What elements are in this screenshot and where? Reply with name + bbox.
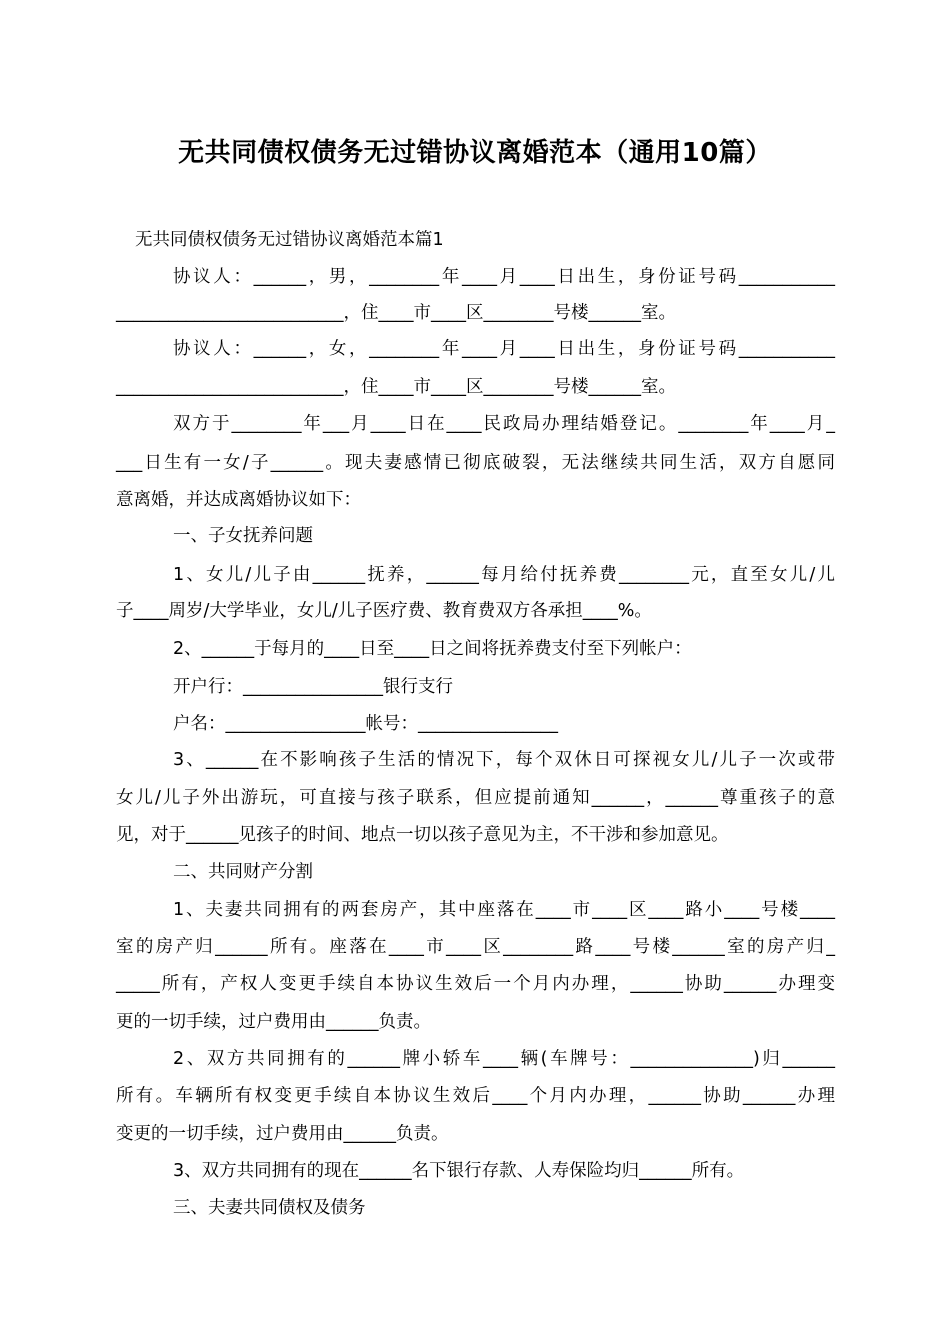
section-heading: 无共同债权债务无过错协议离婚范本篇1 <box>135 230 444 250</box>
paragraph-line: 3、双方共同拥有的现在______名下银行存款、人寿保险均归______所有。 <box>173 1161 745 1181</box>
paragraph-line: _____所有，产权人变更手续自本协议生效后一个月内办理，______协助______办理变 <box>116 974 835 994</box>
paragraph-line: 户名：________________帐号：________________ <box>173 714 558 734</box>
paragraph-line: 协议人：______，女，________年____月____日出生，身份证号码___________ <box>173 339 835 359</box>
paragraph-line: 意离婚，并达成离婚协议如下： <box>116 490 361 510</box>
paragraph-line: 见，对于______见孩子的时间、地点一切以孩子意见为主，不干涉和参加意见。 <box>116 825 729 845</box>
paragraph-line: 更的一切手续，过户费用由______负责。 <box>116 1012 431 1032</box>
paragraph-line: 子____周岁/大学毕业，女儿/儿子医疗费、教育费双方各承担____%。 <box>116 601 652 621</box>
paragraph-line: 女儿/儿子外出游玩，可直接与孩子联系，但应提前通知______，______尊重孩子的意 <box>116 788 835 808</box>
section-heading: 二、共同财产分割 <box>173 862 313 882</box>
paragraph-line: 开户行：________________银行支行 <box>173 677 453 697</box>
paragraph-line: __________________________，住____市____区________号楼______室。 <box>116 303 676 323</box>
section-heading: 三、夫妻共同债权及债务 <box>173 1198 366 1218</box>
paragraph-line: 室的房产归______所有。座落在____市____区________路____号楼______室的房产归_ <box>116 937 835 957</box>
document-title: 无共同债权债务无过错协议离婚范本（通用10篇） <box>178 138 772 168</box>
paragraph-line: ___日生有一女/子______。现夫妻感情已彻底破裂，无法继续共同生活，双方自愿同 <box>116 453 835 473</box>
paragraph-line: 双方于________年___月____日在____民政局办理结婚登记。________年____月_ <box>173 414 835 434</box>
paragraph-line: 变更的一切手续，过户费用由______负责。 <box>116 1124 449 1144</box>
paragraph-line: __________________________，住____市____区________号楼______室。 <box>116 377 676 397</box>
paragraph-line: 1、夫妻共同拥有的两套房产，其中座落在____市____区____路小____号楼____ <box>173 900 835 920</box>
paragraph-line: 协议人：______，男，________年____月____日出生，身份证号码___________ <box>173 267 835 287</box>
paragraph-line: 2、双方共同拥有的______牌小轿车____辆(车牌号：______________)归______ <box>173 1049 835 1069</box>
section-heading: 一、子女抚养问题 <box>173 526 313 546</box>
paragraph-line: 1、女儿/儿子由______抚养，______每月给付抚养费________元，直至女儿/儿 <box>173 565 835 585</box>
paragraph-line: 所有。车辆所有权变更手续自本协议生效后____个月内办理，______协助______办理 <box>116 1086 835 1106</box>
paragraph-line: 3、______在不影响孩子生活的情况下，每个双休日可探视女儿/儿子一次或带 <box>173 750 835 770</box>
paragraph-line: 2、______于每月的____日至____日之间将抚养费支付至下列帐户： <box>173 639 692 659</box>
